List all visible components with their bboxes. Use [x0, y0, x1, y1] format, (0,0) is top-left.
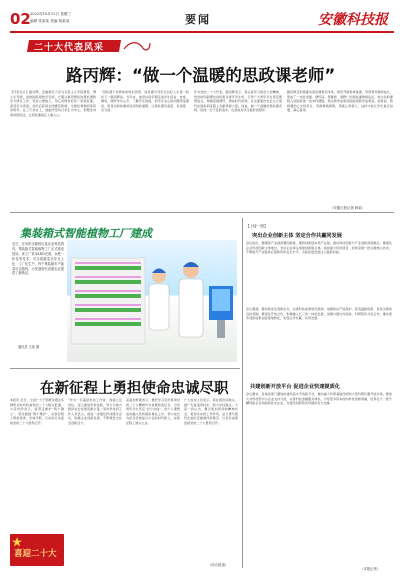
main-story-headline: 在新征程上勇担使命忠诚尽职: [40, 381, 229, 397]
page-number: 02: [10, 10, 31, 28]
main-story-credit: （综合报道）: [208, 563, 229, 567]
banner-text: 二十大代表风采: [34, 43, 105, 53]
side-article-heading-1: 突出企业创新主体 坚定合作共赢同发展: [252, 233, 342, 239]
masthead-logo: 安徽科技报: [318, 12, 388, 28]
photo-story-title: 集装箱式智能植物工厂建成: [20, 227, 152, 240]
photo-story-caption: 近日，在阜阳市颍州区某农业科技园内，集装箱式智能植物工厂正式建成投用。该工厂采用LED光源、水肥一体化等技术，可实现蔬菜全年无土化、工厂化生产，每个集装箱年产蔬菜可达数吨，为发展现代设施农业提供了新路径。: [12, 242, 64, 276]
side-article-body-2: 会议强调，要持续优化创新生态，完善科技成果转化机制，加强知识产权保护，营造鼓励创新、宽容失败的良好氛围。要深化开放合作，积极融入长三角一体化发展，加强与国内外高校、科研院所交流合作，推动更多创新成果在皖落地转化，实现合作共赢、共同发展。: [246, 307, 392, 321]
feature-column-1: 【代表名片】路丙辉，安徽师范大学马克思主义学院教授、博士生导师，首批国家级教学名师，长期从事思想政治理论课教学与研究工作，坚持立德树人，用心用情讲好每一堂思政课，深受学生喜爱。他先后获得全国模范教师、全国优秀教师等荣誉称号。在三尺讲台上，他始终坚持以学生为中心，把理论讲深讲透讲活，让思政课真正入脑入心。: [10, 90, 96, 117]
bottom-banner: [10, 534, 64, 566]
main-story-column-1: 本报讯 近日，全省广大干部群众通过多种形式收听收看党的二十大相关报道，大家纷纷表示，将坚定拥护“两个确立”、坚决做到“两个维护”，在新征程上勇担使命、忠诚尽职，以实际行动迎接党的二十大胜利召开。: [10, 398, 64, 425]
photo-credit: 通讯员 王某 摄: [18, 345, 40, 349]
photo-story-divider: [10, 368, 240, 369]
factory-photo-illustration: [67, 240, 237, 362]
feature-column-4: 路丙辉还积极推动思政课教学改革，组织开展集体备课，带领青年教师成长，形成了一支政治强、情怀深、思维新、视野广的思政课教师队伍。他主持的课程入选国家级一流本科课程，相关教学成果获国家级教学成果奖。他常说，教师要把心交给学生，用真情换真情，用真心育新人，这样才能让学生真正信服、真心喜欢。: [287, 90, 393, 113]
header-rule: [10, 31, 394, 33]
main-story-column-2: “作为一名基层科技工作者，我将立足岗位，深入推进科技创新，努力为地方经济社会发展贡献力量。”某市科技局工作人员表示，将进一步强化科技服务意识，助推企业创新发展，不断激发全社会创新活力。: [68, 398, 122, 425]
side-article-kicker: 【上接一版】: [246, 224, 268, 228]
section-title: 要闻: [185, 13, 211, 26]
ornament-swirl-icon: [122, 39, 152, 53]
page-header: [10, 8, 394, 30]
feature-credit: （安徽日报记者 韩某）: [330, 206, 365, 210]
photo-story-caption-box: [10, 240, 65, 362]
feature-column-3: 作为党的二十大代表，路丙辉表示，将认真学习领会大会精神，把党的创新理论讲给更多青年学生听，引导广大青年学生坚定理想信念，厚植爱国情怀，勇担时代使命，在全面建设社会主义现代化国家新征程上贡献青春力量。他说，做一个温暖的思政课老师，是他一生不变的追求，也是他对学生最好的陪伴。: [194, 90, 282, 113]
side-article-body-1: 会议指出，要围绕产业链部署创新链，围绕创新链布局产业链，推动科技创新与产业创新深度融合。要强化企业科技创新主体地位，支持企业牵头组建创新联合体，承担重大科技项目，加快突破一批关键核心技术，不断提升产业链供应链韧性和安全水平，为高质量发展注入强劲动能。: [246, 241, 392, 255]
editors-line: 编辑 张某某 美编 杨某某: [30, 19, 70, 23]
star-icon: [12, 537, 22, 547]
side-article-heading-2: 共建创新开放平台 促进企业快速提质化: [250, 384, 340, 390]
vertical-divider: [242, 218, 243, 568]
feature-banner: [28, 38, 120, 54]
bottom-banner-text: 喜迎二十大: [14, 549, 57, 559]
feature-column-2: “思政课不是简单的知识传授，而是要引导学生扣好人生第一粒扣子。”路丙辉说。多年来，他坚持每学期走进学生宿舍、食堂、操场，倾听学生心声，了解学生困惑，把学生关心的问题带进课堂，用身边的故事讲述深刻的道理，让思政课有温度、有深度、有力度。: [101, 90, 189, 113]
side-article-body-3: 会议要求，各地各部门要加快建设高水平创新平台，推动重大科研基础设施和大型科研仪器开放共享。要加大对科技型中小企业支持力度，完善科技金融服务体系，引导更多资本投向科技创新领域，培育壮大一批专精特新企业和高新技术企业，为建设创新型省份提供有力支撑。: [246, 392, 392, 406]
factory-photo: [67, 240, 237, 362]
main-story-column-4: 广大农技人员表示，将扎根田间地头，推广先进适用技术，助力乡村振兴。大家一致认为，要以更加昂扬的精神状态、更加务实的工作作风，奋力谱写现代化美好安徽建设新篇章，以优异成绩迎接党的二十大胜利召开。: [184, 398, 238, 425]
feature-headline: 路丙辉：“做一个温暖的思政课老师”: [66, 66, 336, 85]
main-story-column-3: 某高校教师表示，要把学习宣传贯彻党的二十大精神作为首要政治任务，引导青年学生坚定“四个自信”，把个人理想追求融入党和国家事业之中，努力成长为担当民族复兴大任的时代新人，在新征程上建功立业。: [126, 398, 180, 425]
side-article-credit: （本报记者）: [360, 567, 381, 571]
date-line: 2022年10月12日 星期三: [30, 12, 71, 16]
feature-divider: [10, 212, 394, 213]
